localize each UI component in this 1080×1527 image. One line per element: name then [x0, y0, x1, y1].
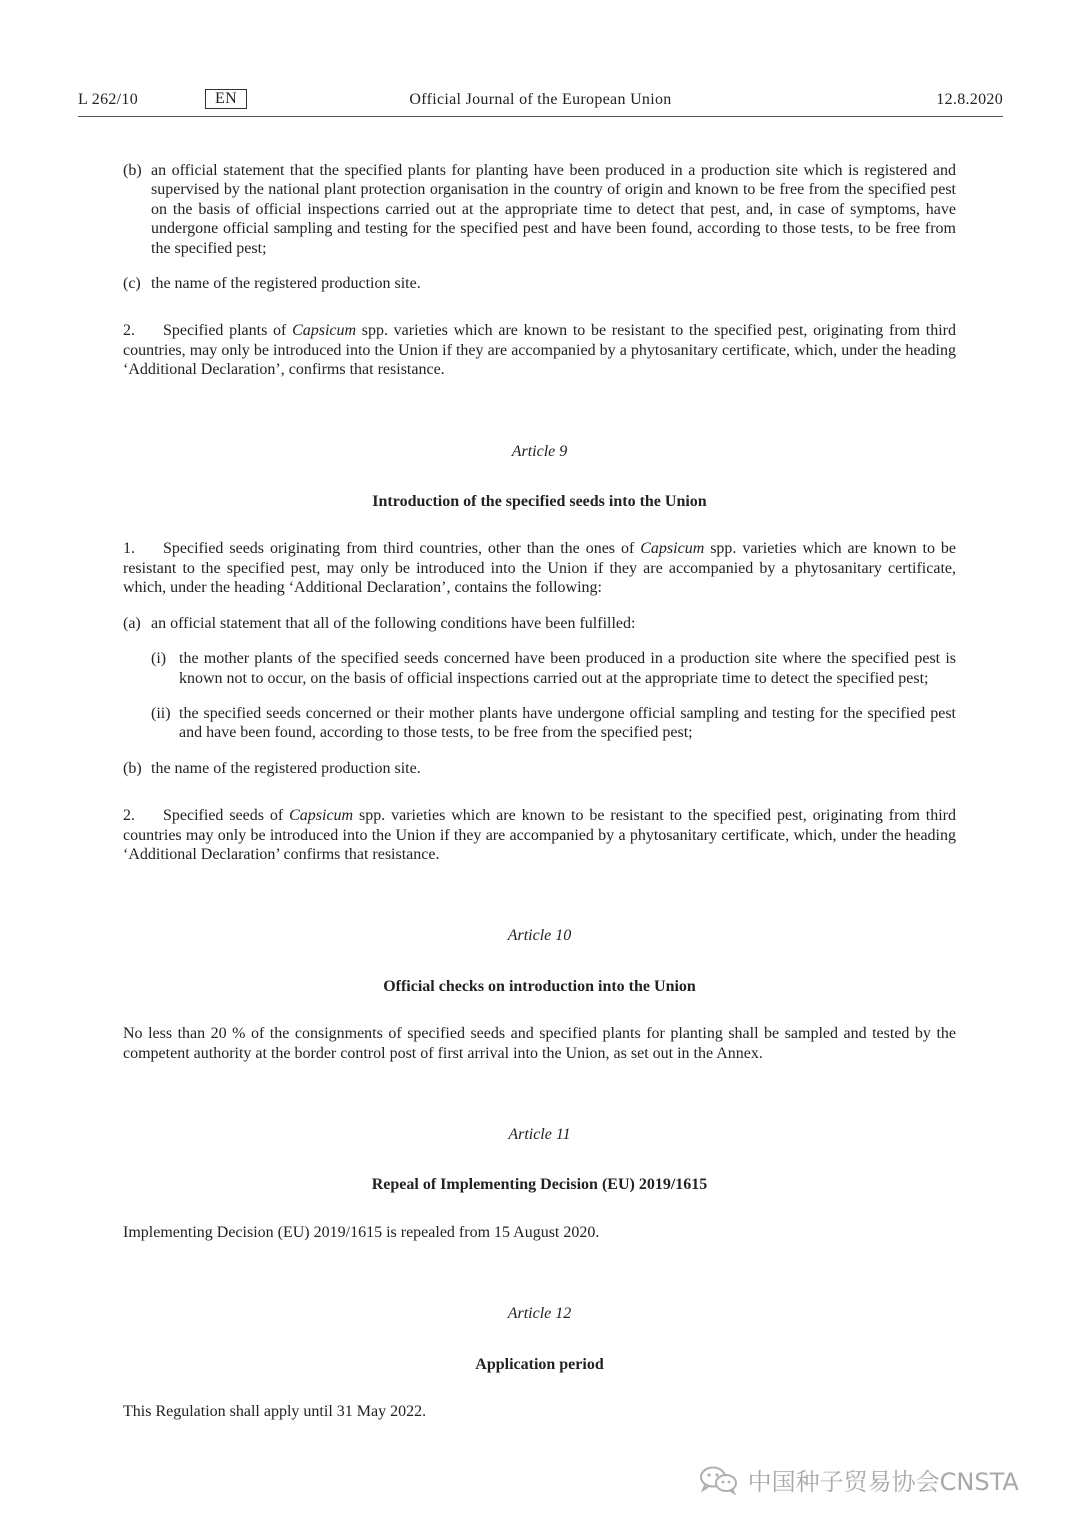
- paragraph-number: 2.: [123, 807, 135, 825]
- list-item-ii: [151, 704, 956, 743]
- article-number: Article 11: [508, 1125, 571, 1143]
- list-item-a: [123, 614, 956, 633]
- list-text: the mother plants of the specified seeds concerned have been produced in a production site where the specified pest is known not to occur, on the basis of official inspections carried out at the appropriate time to detect the specified pest;: [179, 650, 956, 687]
- paragraph-text: spp. varieties which are known to be resistant to the specified pest, originating from third countries, may only be introduced into the Union if they are accompanied by a phytosanitary certificate, which, under the heading ‘Additional Declaration’, confirms that resistance.: [123, 322, 957, 379]
- list-text: an official statement that all of the following conditions have been fulfilled:: [151, 614, 636, 632]
- article-text: Implementing Decision (EU) 2019/1615 is repealed from 15 August 2020.: [123, 1223, 600, 1241]
- paragraph-text: spp. varieties which are known to be resistant to the specified pest, may only be introduced into the Union if they are accompanied by a phytosanitary certificate, which, under the heading ‘Additional Declaration’, contains the following:: [123, 540, 956, 597]
- list-text: an official statement that the specified plants for planting have been produced in a production site which is registered and supervised by the national plant protection organisation in the country of origin and known to be free from the specified pest on the basis of official inspections carried out at the appropriate time to detect that pest, and, in case of symptoms, have undergone official sampling and testing for the specified pest and have been found, according to those tests, to be free from the specified pest;: [151, 162, 956, 257]
- paragraph-number: 2.: [123, 322, 135, 340]
- list-text: the name of the registered production site.: [151, 759, 421, 777]
- list-item-c: [123, 274, 956, 293]
- journal-title: Official Journal of the European Union: [409, 91, 672, 108]
- species-name: Capsicum: [292, 322, 357, 340]
- paragraph-text: Specified seeds originating from third countries, other than the ones of: [163, 540, 641, 558]
- paragraph-2: [123, 806, 956, 864]
- list-item-b: [123, 759, 956, 778]
- list-label: (c): [123, 275, 141, 293]
- paragraph-1: [123, 539, 956, 597]
- article-number: Article 10: [507, 927, 572, 945]
- paragraph-text: Specified seeds of: [163, 807, 290, 825]
- article-title: Application period: [475, 1355, 604, 1373]
- species-name: Capsicum: [289, 807, 354, 825]
- list-item-b: [123, 161, 956, 258]
- article-title: Official checks on introduction into the Union: [383, 977, 696, 995]
- watermark: [698, 1462, 1058, 1498]
- article-title: Repeal of Implementing Decision (EU) 2019/1615: [371, 1176, 708, 1194]
- wechat-icon: [698, 1465, 740, 1495]
- list-item-i: [151, 649, 956, 688]
- list-label: (b): [123, 162, 142, 179]
- paragraph-number: 1.: [123, 540, 135, 558]
- list-label: (b): [123, 759, 142, 777]
- paragraph-2: [123, 321, 956, 379]
- species-name: Capsicum: [640, 540, 705, 558]
- page-header: [78, 88, 1003, 117]
- article-text: No less than 20 % of the consignments of specified seeds and specified plants for planting shall be sampled and tested by the competent authority at the border control post of first arrival into the Union, as set out in the Annex.: [123, 1025, 956, 1062]
- article-text: This Regulation shall apply until 31 May 2022.: [123, 1403, 427, 1420]
- watermark-text: 中国种子贸易协会CNSTA: [747, 1468, 1019, 1496]
- list-label: (ii): [151, 704, 171, 722]
- journal-reference: L 262/10: [78, 91, 139, 108]
- publication-date: 12.8.2020: [936, 91, 1003, 108]
- document-body: [123, 161, 956, 1421]
- list-label: (i): [151, 650, 167, 668]
- list-text: the name of the registered production site.: [151, 275, 421, 293]
- article-number: Article 12: [507, 1305, 572, 1323]
- list-label: (a): [123, 614, 141, 632]
- article-title: Introduction of the specified seeds into the Union: [372, 493, 707, 511]
- list-text: the specified seeds concerned or their mother plants have undergone official sampling and testing for the specified pest and have been found, according to those tests, to be free from the specified pest;: [179, 704, 956, 742]
- paragraph-text: Specified plants of: [163, 322, 293, 340]
- article-number: Article 9: [511, 442, 568, 460]
- paragraph-text: spp. varieties which are known to be resistant to the specified pest, originating from third countries may only be introduced into the Union if they are accompanied by a phytosanitary certificate, which, under the heading ‘Additional Declaration’ confirms that resistance.: [123, 807, 957, 863]
- language-badge: EN: [205, 89, 247, 109]
